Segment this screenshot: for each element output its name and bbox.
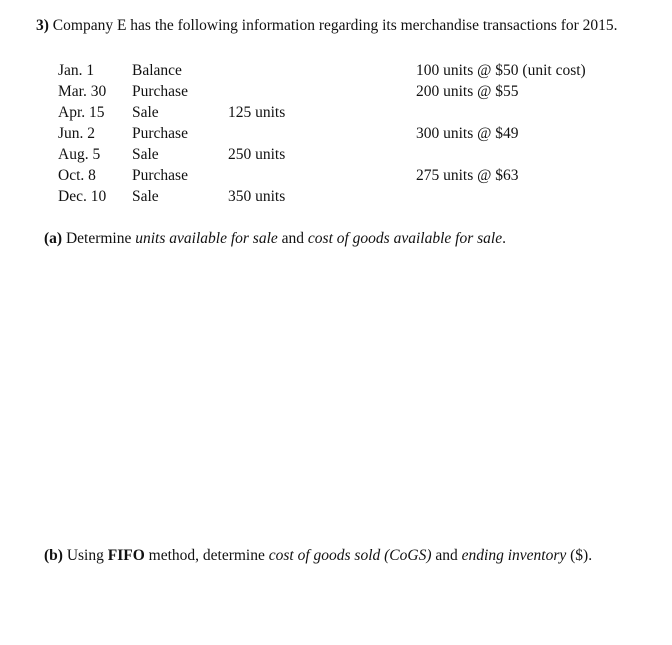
transaction-type: Purchase xyxy=(132,125,188,142)
transaction-type: Purchase xyxy=(132,83,188,100)
part-b-text: ($). xyxy=(566,547,593,564)
transaction-type: Sale xyxy=(132,146,159,163)
part-a-prompt xyxy=(44,230,506,248)
part-b-text: method, determine xyxy=(144,547,269,564)
part-b-term-inventory: ending inventory xyxy=(461,547,567,564)
purchase-detail: 100 units @ $50 (unit cost) xyxy=(416,62,586,79)
part-a-text: . xyxy=(502,230,506,247)
transaction-type: Purchase xyxy=(132,167,188,184)
part-a-term-cost: cost of goods available for sale xyxy=(307,230,503,247)
sale-units: 125 units xyxy=(228,104,286,121)
part-a-text: Determine xyxy=(62,230,136,247)
part-a-text: and xyxy=(277,230,308,247)
sale-units: 250 units xyxy=(228,146,286,163)
question-heading xyxy=(36,17,618,35)
transaction-date: Aug. 5 xyxy=(58,146,101,163)
transaction-date: Jun. 2 xyxy=(58,125,96,142)
part-b-text: Using xyxy=(62,547,108,564)
transaction-type: Balance xyxy=(132,62,182,79)
transaction-date: Apr. 15 xyxy=(58,104,105,121)
sale-units: 350 units xyxy=(228,188,286,205)
transaction-date: Jan. 1 xyxy=(58,62,95,79)
part-b-label: (b) xyxy=(44,547,63,564)
question-number: 3) xyxy=(36,17,49,34)
part-a-label: (a) xyxy=(44,230,63,247)
transaction-date: Oct. 8 xyxy=(58,167,96,184)
transaction-date: Mar. 30 xyxy=(58,83,107,100)
question-text: Company E has the following information regarding its merchandise transactions for 2015. xyxy=(48,17,618,34)
transaction-type: Sale xyxy=(132,188,159,205)
part-b-prompt xyxy=(44,547,592,565)
part-a-term-units: units available for sale xyxy=(135,230,278,247)
purchase-detail: 275 units @ $63 xyxy=(416,167,519,184)
part-b-text: and xyxy=(431,547,462,564)
transaction-date: Dec. 10 xyxy=(58,188,107,205)
purchase-detail: 300 units @ $49 xyxy=(416,125,519,142)
transaction-type: Sale xyxy=(132,104,159,121)
part-b-term-cogs: cost of goods sold (CoGS) xyxy=(268,547,432,564)
purchase-detail: 200 units @ $55 xyxy=(416,83,519,100)
part-b-method: FIFO xyxy=(107,547,145,564)
